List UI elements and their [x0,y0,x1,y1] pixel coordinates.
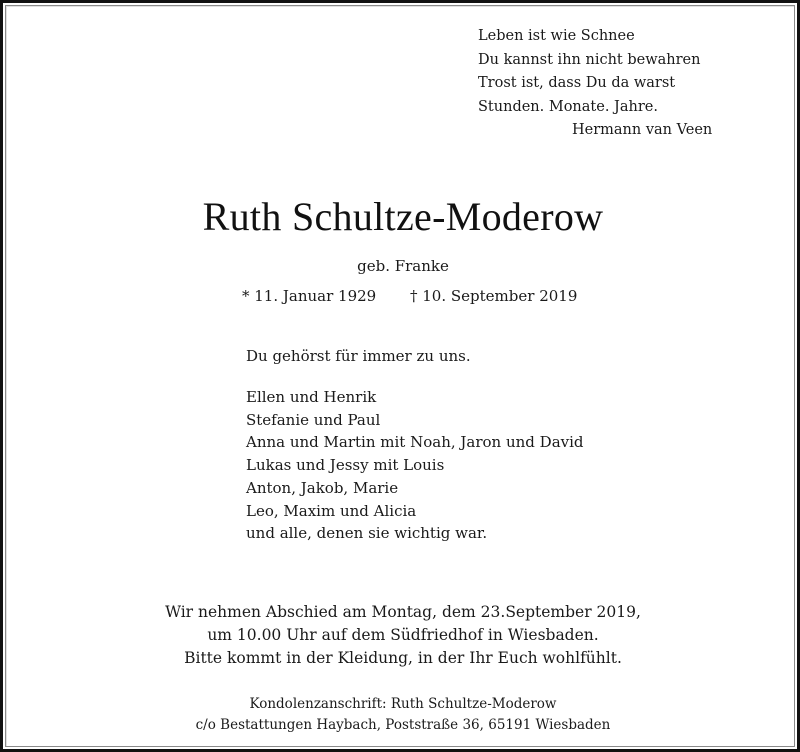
poem-author: Hermann van Veen [572,122,713,138]
birth-date: * 11. Januar 1929 [242,287,377,305]
family-line: Leo, Maxim und Alicia [246,501,417,520]
family-line: und alle, denen sie wichtig war. [246,524,488,543]
family-line: Stefanie und Paul [246,410,381,429]
family-list [246,386,584,545]
motto: Du gehörst für immer zu uns. [246,347,471,365]
address-line: Kondolenzanschrift: Ruth Schultze-Moderow [249,696,557,712]
poem-line: Leben ist wie Schnee [478,28,635,44]
family-line: Anna und Martin mit Noah, Jaron und David [246,433,584,452]
farewell-line: um 10.00 Uhr auf dem Südfriedhof in Wiesbaden. [207,626,599,644]
poem [478,25,712,143]
death-date: † 10. September 2019 [410,287,578,305]
life-dates [242,286,578,306]
funeral-announcement [3,601,800,670]
family-line: Ellen und Henrik [246,388,377,406]
deceased-name: Ruth Schultze-Moderow [202,194,604,239]
poem-line: Trost ist, dass Du da warst [478,75,676,91]
poem-line: Stunden. Monate. Jahre. [478,98,658,115]
family-line: Lukas und Jessy mit Louis [246,456,445,475]
farewell-line: Wir nehmen Abschied am Montag, dem 23.September 2019, [165,603,641,621]
family-line: Anton, Jakob, Marie [246,478,399,497]
address-line: c/o Bestattungen Haybach, Poststraße 36, 65191 Wiesbaden [195,717,611,733]
condolence-address [3,694,800,736]
poem-line: Du kannst ihn nicht bewahren [478,51,701,68]
farewell-line: Bitte kommt in der Kleidung, in der Ihr Euch wohlfühlt. [184,649,622,667]
maiden-name: geb. Franke [357,257,449,275]
